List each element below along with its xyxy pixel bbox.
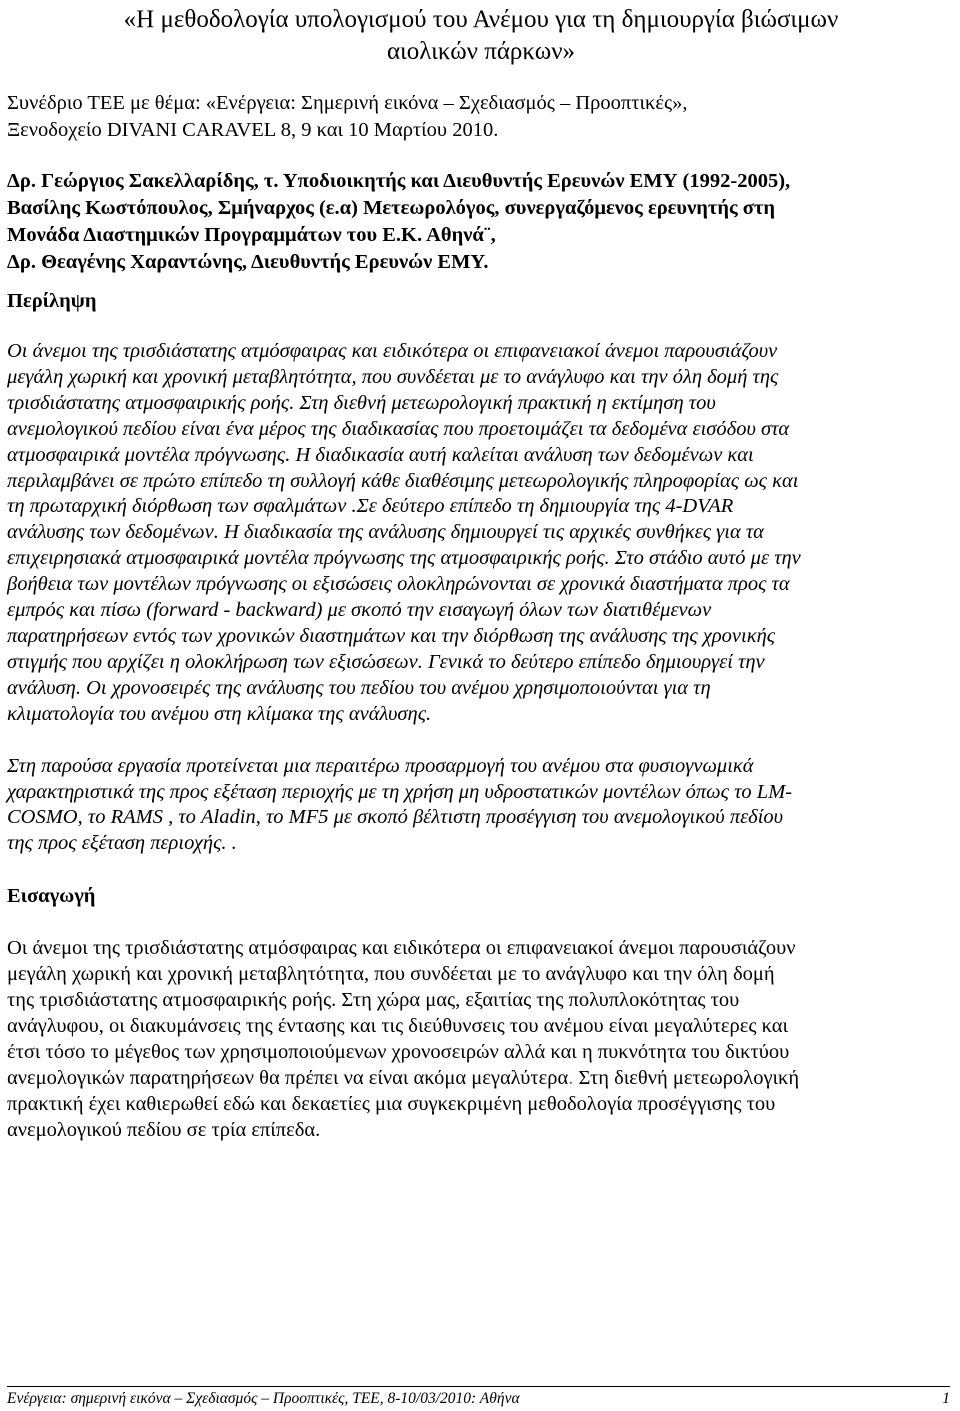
intro-line: της τρισδιάστατης ατμοσφαιρικής ροής. Στη χώρα μας, εξαιτίας της πολυπλοκότητας του xyxy=(7,989,740,1012)
intro-line: ανάγλυφου, οι διακυμάνσεις της έντασης και τις διεύθυνσεις του ανέμου είναι μεγαλύτερες και xyxy=(7,1014,789,1037)
authors-block xyxy=(7,168,955,276)
highlighted-period: . xyxy=(568,1066,574,1089)
title-line-1: «Η μεθοδολογία υπολογισμού του Ανέμου για τη δημιουργία βιώσιμων xyxy=(123,6,839,33)
conference-line-1: Συνέδριο ΤΕΕ με θέμα: «Ενέργεια: Σημερινή εικόνα – Σχεδιασμός – Προοπτικές», xyxy=(7,92,688,114)
page-number: 1 xyxy=(942,1390,950,1407)
abstract-line: τρισδιάστατης ατμοσφαιρικής ροής. Στη διεθνή μετεωρολογική πρακτική η εκτίμηση του xyxy=(7,391,716,414)
intro-line: έτσι τόσο το μέγεθος των χρησιμοποιούμενων χρονοσειρών αλλά και η πυκνότητα του δικτύου xyxy=(7,1040,790,1063)
abstract-line: Στη παρούσα εργασία προτείνεται μια περαιτέρω προσαρμογή του ανέμου στα φυσιογνωμικά xyxy=(7,754,754,777)
title-line-2: αιολικών πάρκων» xyxy=(386,38,576,65)
document-page xyxy=(7,0,955,1411)
abstract-paragraph-1 xyxy=(7,339,955,728)
abstract-line: κλιματολογία του ανέμου στη κλίμακα της ανάλυσης. xyxy=(7,702,432,725)
document-title xyxy=(7,4,955,68)
footer-text: Ενέργεια: σημερινή εικόνα – Σχεδιασμός – Προοπτικές, ΤΕΕ, 8-10/03/2010: Αθήνα xyxy=(7,1390,520,1407)
abstract-line: βοήθεια των μοντέλων πρόγνωσης οι εξισώσεις ολοκληρώνονται σε χρονικά διαστήματα προς τα xyxy=(7,573,790,596)
abstract-line: παρατηρήσεων εντός των χρονικών διαστημάτων και την διόρθωση της ανάλυσης της χρονικής xyxy=(7,624,776,647)
conference-info xyxy=(7,90,955,144)
abstract-line: εμπρός και πίσω (forward - backward) με σκοπό την εισαγωγή όλων των διατιθέμενων xyxy=(7,599,712,622)
intro-line-6-start: ανεμολογικών παρατηρήσεων θα πρέπει να είναι ακόμα μεγαλύτερα xyxy=(7,1066,569,1089)
abstract-line: μεγάλη χωρική και χρονική μεταβλητότητα, που συνδέεται με το ανάγλυφο και την όλη δομή της xyxy=(7,365,779,388)
abstract-line: ανεμολογικού πεδίου είναι ένα μέρος της διαδικασίας που προετοιμάζει τα δεδομένα εισόδου στα xyxy=(7,417,790,440)
abstract-heading: Περίληψη xyxy=(7,290,97,312)
abstract-line: στιγμής που αρχίζει η ολοκλήρωση των εξισώσεων. Γενικά το δεύτερο επίπεδο δημιουργεί την xyxy=(7,650,765,673)
abstract-line: ανάλυσης των δεδομένων. Η διαδικασία της ανάλυσης δημιουργεί τις αρχικές συνθήκες για τα xyxy=(7,521,764,544)
introduction-paragraph xyxy=(7,936,955,1143)
author-line-4: Δρ. Θεαγένης Χαραντώνης, Διευθυντής Ερευνών ΕΜΥ. xyxy=(7,251,489,273)
intro-line: πρακτική έχει καθιερωθεί εδώ και δεκαετίες μια συγκεκριμένη μεθοδολογία προσέγγισης του xyxy=(7,1092,776,1115)
abstract-line: ανάλυση. Οι χρονοσειρές της ανάλυσης του πεδίου του ανέμου χρησιμοποιούνται για τη xyxy=(7,676,711,699)
page-footer xyxy=(7,1386,950,1409)
abstract-line: ατμοσφαιρικά μοντέλα πρόγνωσης. Η διαδικασία αυτή καλείται ανάλυση των δεδομένων και xyxy=(7,443,754,466)
abstract-line: COSMO, το RAMS , το Aladin, το MF5 με σκοπό βέλτιστη προσέγγιση του ανεμολογικού πεδίου xyxy=(7,806,784,829)
abstract-paragraph-2 xyxy=(7,754,955,858)
intro-line: μεγάλη χωρική και χρονική μεταβλητότητα, που συνδέεται με το ανάγλυφο και την όλη δομή xyxy=(7,963,775,986)
intro-line: ανεμολογικού πεδίου σε τρία επίπεδα. xyxy=(7,1118,321,1141)
conference-line-2: Ξενοδοχείο DIVANI CARAVEL 8, 9 και 10 Μαρτίου 2010. xyxy=(7,119,499,141)
intro-line: Οι άνεμοι της τρισδιάστατης ατμόσφαιρας και ειδικότερα οι επιφανειακοί άνεμοι παρουσιάζουν xyxy=(7,937,796,960)
abstract-line: χαρακτηριστικά της προς εξέταση περιοχής με τη χρήση μη υδροστατικών μοντέλων όπως το LM- xyxy=(7,780,793,803)
abstract-line: Οι άνεμοι της τρισδιάστατης ατμόσφαιρας και ειδικότερα οι επιφανειακοί άνεμοι παρουσιάζουν xyxy=(7,340,778,362)
introduction-heading: Εισαγωγή xyxy=(7,885,96,908)
author-line-3: Μονάδα Διαστημικών Προγραμμάτων του Ε.Κ. Αθηνά¨, xyxy=(7,224,496,246)
abstract-line: τη πρωταρχική διόρθωση των σφαλμάτων .Σε δεύτερο επίπεδο τη δημιουργία της 4-DVAR xyxy=(7,495,734,518)
intro-line-6 xyxy=(7,1066,955,1092)
abstract-line: περιλαμβάνει σε πρώτο επίπεδο τη συλλογή κάθε διαθέσιμης μετεωρολογικής πληροφορίας ως και xyxy=(7,469,799,492)
abstract-line: επιχειρησιακά ατμοσφαιρικά μοντέλα πρόγνωσης της ατμοσφαιρικής ροής. Στο στάδιο αυτό με την xyxy=(7,547,801,570)
abstract-line: της προς εξέταση περιοχής. . xyxy=(7,832,237,855)
intro-line-6-end: Στη διεθνή μετεωρολογική xyxy=(573,1066,800,1089)
author-line-2: Βασίλης Κωστόπουλος, Σμήναρχος (ε.α) Μετεωρολόγος, συνεργαζόμενος ερευνητής στη xyxy=(7,197,775,219)
author-line-1: Δρ. Γεώργιος Σακελλαρίδης, τ. Υποδιοικητής και Διευθυντής Ερευνών ΕΜΥ (1992-2005), xyxy=(7,170,791,192)
